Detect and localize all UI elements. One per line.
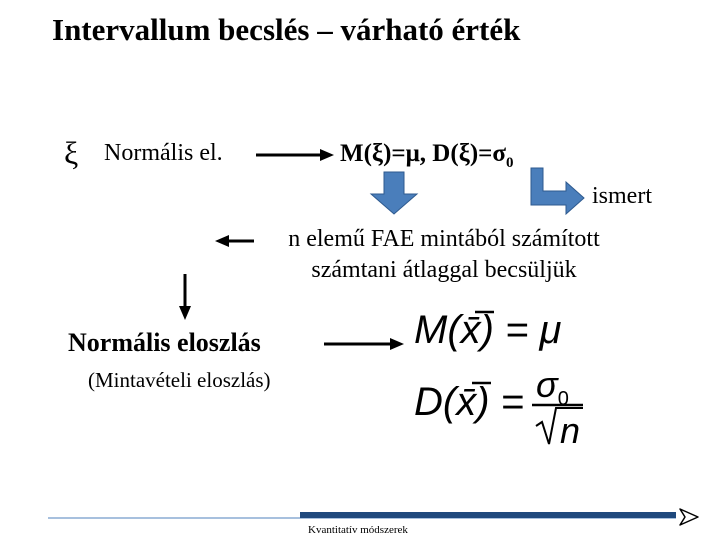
footer-bar xyxy=(300,512,676,518)
bent-arrow-icon xyxy=(531,168,584,214)
known-label: ismert xyxy=(592,183,652,209)
parameter-equation-subscript: 0 xyxy=(506,155,514,171)
normal-distribution-heading: Normális eloszlás xyxy=(68,328,261,357)
arrowhead-icon[interactable] xyxy=(680,509,698,525)
arrow-down-icon xyxy=(179,274,191,320)
footer-text: Kvantitatív módszerek xyxy=(308,524,408,536)
arrow-right-top-icon xyxy=(256,149,334,161)
sqrt-sign-icon xyxy=(536,408,583,444)
sd-formula-denominator: n xyxy=(560,410,581,451)
parameter-equation-main: M(ξ)=μ, D(ξ)=σ xyxy=(340,140,507,167)
sigma-subscript: 0 xyxy=(557,388,569,411)
sd-formula-lhs: D(x̄) = xyxy=(414,380,524,424)
normal-dist-label: Normális el. xyxy=(104,140,223,166)
page-title: Intervallum becslés – várható érték xyxy=(52,12,521,47)
block-down-arrow-icon xyxy=(371,172,417,214)
xi-bullet-icon: ξ xyxy=(64,135,79,171)
arrow-left-icon xyxy=(215,235,254,247)
arrow-right-bottom-icon xyxy=(324,338,404,350)
sigma-symbol: σ xyxy=(536,364,558,405)
sampling-distribution-label: (Mintavételi eloszlás) xyxy=(88,368,271,392)
estimation-text: n elemű FAE mintából számított számtani átlaggal becsüljük xyxy=(288,226,600,283)
mean-formula: M(x̄) = μ xyxy=(414,308,562,352)
